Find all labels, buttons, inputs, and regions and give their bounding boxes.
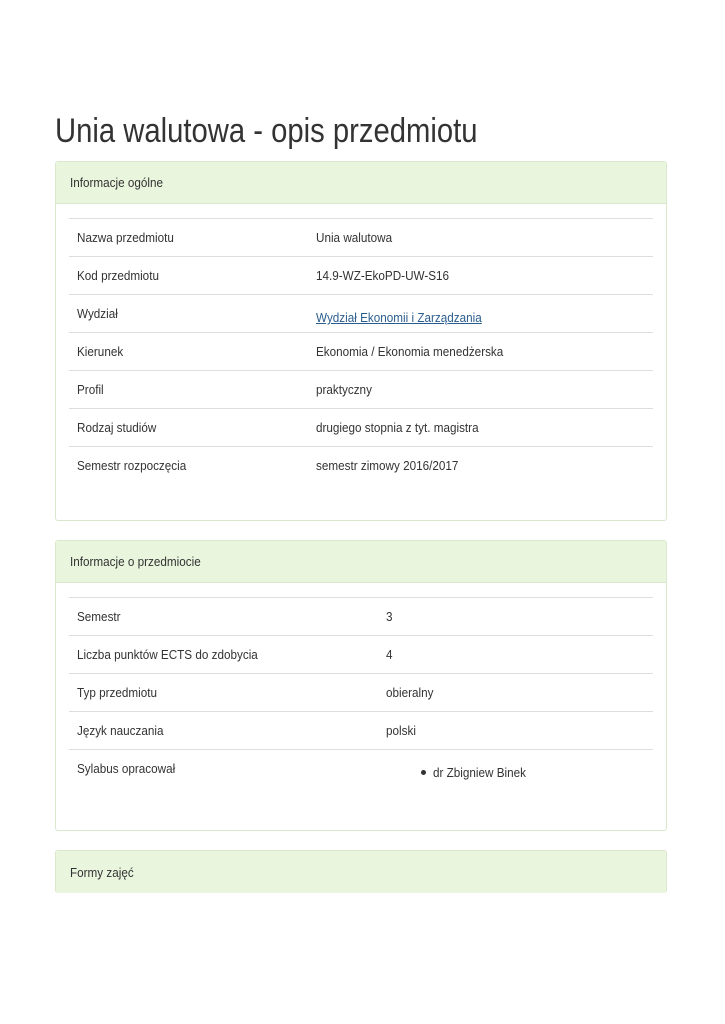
table-row <box>69 447 653 485</box>
row-label: Typ przedmiotu <box>69 674 378 712</box>
row-value: 3 <box>378 598 653 636</box>
row-label: Rodzaj studiów <box>69 409 308 447</box>
row-value: 14.9-WZ-EkoPD-UW-S16 <box>308 257 653 295</box>
row-value: Ekonomia / Ekonomia menedżerska <box>308 333 653 371</box>
syllabus-authors-list <box>386 765 645 780</box>
row-label: Liczba punktów ECTS do zdobycia <box>69 636 378 674</box>
class-forms-heading <box>56 851 666 893</box>
faculty-link[interactable]: Wydział Ekonomii i Zarządzania <box>316 310 482 325</box>
row-label: Język nauczania <box>69 712 378 750</box>
table-row <box>69 219 653 257</box>
course-info-heading-text: Informacje o przedmiocie <box>70 554 201 569</box>
row-label: Kierunek <box>69 333 308 371</box>
table-row <box>69 295 653 333</box>
course-info-table <box>69 597 653 814</box>
class-forms-heading-text: Formy zajęć <box>70 864 134 880</box>
class-forms-panel <box>55 850 667 893</box>
table-row <box>69 712 653 750</box>
row-label: Wydział <box>69 295 308 333</box>
course-info-panel <box>55 540 667 831</box>
table-row <box>69 674 653 712</box>
table-row <box>69 333 653 371</box>
row-value: semestr zimowy 2016/2017 <box>308 447 653 485</box>
general-info-table <box>69 218 653 485</box>
general-info-heading <box>56 162 666 204</box>
row-value: Unia walutowa <box>308 219 653 257</box>
row-value: obieralny <box>378 674 653 712</box>
row-value <box>308 295 653 333</box>
row-label: Nazwa przedmiotu <box>69 219 308 257</box>
general-info-heading-text: Informacje ogólne <box>70 175 164 190</box>
list-item: dr Zbigniew Binek <box>421 765 645 780</box>
row-label: Semestr rozpoczęcia <box>69 447 308 485</box>
row-value: polski <box>378 712 653 750</box>
table-row <box>69 371 653 409</box>
row-value: drugiego stopnia z tyt. magistra <box>308 409 653 447</box>
table-row <box>69 636 653 674</box>
table-row <box>69 257 653 295</box>
row-value: praktyczny <box>308 371 653 409</box>
row-label: Semestr <box>69 598 378 636</box>
row-label: Kod przedmiotu <box>69 257 308 295</box>
table-row <box>69 750 653 814</box>
page-title: Unia walutowa - opis przedmiotu <box>55 112 478 150</box>
row-value: 4 <box>378 636 653 674</box>
table-row <box>69 409 653 447</box>
row-label: Sylabus opracował <box>69 750 378 814</box>
table-row <box>69 598 653 636</box>
general-info-panel <box>55 161 667 521</box>
row-value <box>378 750 653 814</box>
course-info-heading <box>56 541 666 583</box>
row-label: Profil <box>69 371 308 409</box>
